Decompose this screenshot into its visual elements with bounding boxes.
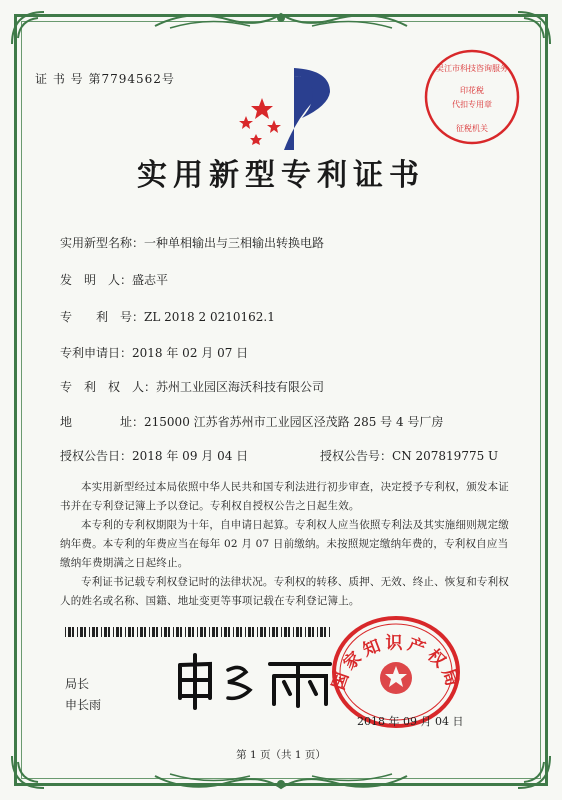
seal-top-line-4: 征税机关 <box>456 124 488 133</box>
document-title: 实用新型专利证书 <box>137 158 425 193</box>
field-value: 215000 江苏省苏州市工业园区泾茂路 285 号 4 号厂房 <box>144 415 444 429</box>
barcode-icon <box>65 627 330 637</box>
field-value: 苏州工业园区海沃科技有限公司 <box>156 380 325 394</box>
official-title: 局长 <box>65 677 90 691</box>
official-name: 申长雨 <box>65 698 102 712</box>
field-row <box>60 308 275 325</box>
field-value: 2018 年 09 月 04 日 <box>132 449 249 463</box>
field-label: 授权公告日： <box>60 449 133 463</box>
seal-date: 2018 年 09 月 04 日 <box>357 715 464 728</box>
seal-top-line-1: 吴江市科技咨询服务 <box>436 64 508 73</box>
certificate-body <box>60 478 510 611</box>
field-label: 授权公告号： <box>320 449 393 463</box>
field-label: 发 明 人： <box>60 273 133 287</box>
cnipa-official-seal <box>328 612 464 728</box>
field-row <box>60 271 168 288</box>
bottom-ornament <box>150 770 412 796</box>
field-label: 专利申请日： <box>60 346 133 360</box>
field-value: 一种单相输出与三相输出转换电路 <box>144 236 325 250</box>
page-footer: 第 1 页（共 1 页） <box>236 749 326 761</box>
grant-date-row <box>60 447 248 464</box>
top-ornament <box>150 6 412 32</box>
field-label: 专 利 号： <box>60 310 145 324</box>
body-paragraph: 专利证书记载专利权登记时的法律状况。专利权的转移、质押、无效、终止、恢复和专利权人的姓名或名称、国籍、地址变更等事项记载在专利登记簿上。 <box>60 576 509 607</box>
field-label: 专 利 权 人： <box>60 380 157 394</box>
field-value: 2018 年 02 月 07 日 <box>132 346 249 360</box>
field-row <box>60 378 324 395</box>
cnipa-logo-icon <box>232 58 342 158</box>
certificate-number: 证 书 号 第7794562号 <box>35 72 175 86</box>
field-value: CN 207819775 U <box>392 449 499 463</box>
body-paragraph: 本专利的专利权期限为十年，自申请日起算。专利权人应当依照专利法及其实施细则规定缴纳年费。本专利的年费应当在每年 02 月 07 日前缴纳。未按照规定缴纳年费的，专利权自应当缴纳年费期满之日起终止。 <box>60 519 509 569</box>
field-value: 盛志平 <box>132 273 169 287</box>
grant-number-row <box>320 447 498 464</box>
field-row <box>60 413 443 430</box>
corner-ornament <box>514 8 554 48</box>
tax-stamp-seal <box>420 45 524 149</box>
seal-text: 国家知识产权局 <box>328 633 464 693</box>
seal-top-line-2: 印花税 <box>460 86 484 95</box>
field-row <box>60 344 248 361</box>
field-label: 实用新型名称： <box>60 236 145 250</box>
corner-ornament <box>8 8 48 48</box>
field-value: ZL 2018 2 0210162.1 <box>144 310 275 324</box>
handwritten-signature <box>170 650 340 710</box>
body-paragraph: 本实用新型经过本局依照中华人民共和国专利法进行初步审查，决定授予专利权，颁发本证书并在专利登记簿上予以登记。专利权自授权公告之日起生效。 <box>60 481 509 512</box>
seal-top-line-3: 代扣专用章 <box>452 100 492 109</box>
field-label: 地 址： <box>60 415 145 429</box>
field-row <box>60 234 324 251</box>
